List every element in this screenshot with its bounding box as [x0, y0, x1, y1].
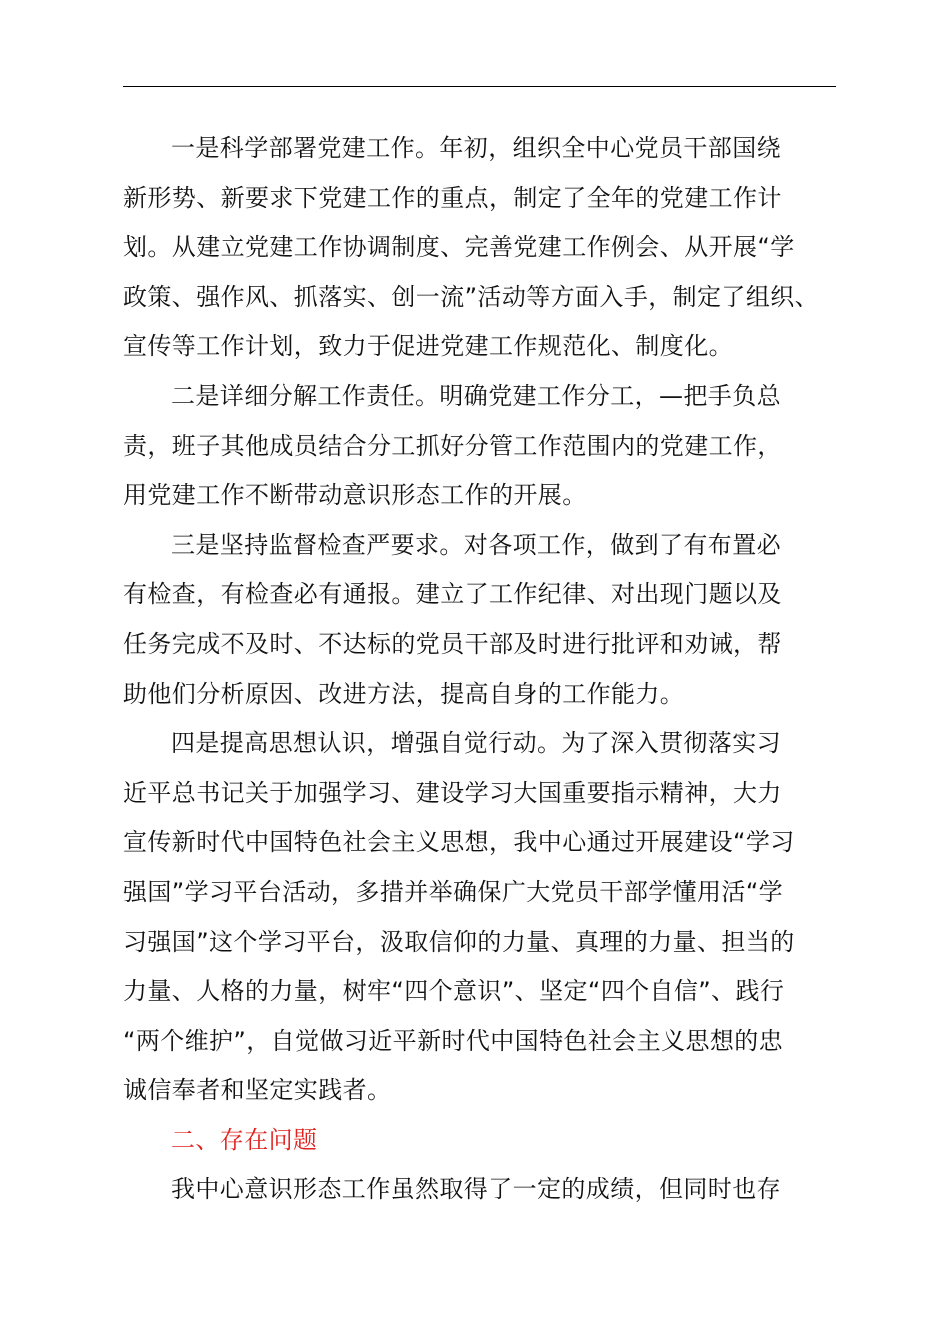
paragraph-line: 有检查，有检查必有通报。建立了工作纪律、对出现门题以及	[123, 580, 782, 609]
paragraph-line: 责，班子其他成员结合分工抓好分管工作范围内的党建工作，	[123, 431, 782, 460]
paragraph-4	[123, 719, 836, 1116]
paragraph-line: 近平总书记关于加强学习、建设学习大国重要指示精神，大力	[123, 778, 782, 807]
paragraph-line: 四是提高思想认识，增强自觉行动。为了深入贯彻落实习	[171, 729, 781, 758]
paragraph-line: 宣传等工作计划，致力于促进党建工作规范化、制度化。	[123, 332, 733, 361]
paragraph-1	[123, 124, 836, 372]
document-body	[123, 124, 836, 1215]
paragraph-line: 二是详细分解工作责任。明确党建工作分工，—把手负总	[171, 381, 781, 410]
paragraph-line: “两个维护”，自觉做习近平新时代中国特色社会主义思想的忠	[123, 1026, 784, 1055]
paragraph-line: 政策、强作风、抓落实、创一流”活动等方面入手，制定了组织、	[123, 282, 820, 311]
paragraph-line: 我中心意识形态工作虽然取得了一定的成绩，但同时也存	[171, 1175, 781, 1204]
header-rule	[123, 86, 836, 87]
paragraph-5	[123, 1165, 836, 1215]
paragraph-line: 用党建工作不断带动意识形态工作的开展。	[123, 481, 587, 510]
paragraph-line: 强国”学习平台活动，多措并举确保广大党员干部学懂用活“学	[123, 877, 784, 906]
paragraph-line: 习强国”这个学习平台，汲取信仰的力量、真理的力量、担当的	[123, 927, 795, 956]
paragraph-line: 宣传新时代中国特色社会主义思想，我中心通过开展建设“学习	[123, 828, 795, 857]
paragraph-line: 助他们分析原因、改进方法，提高自身的工作能力。	[123, 679, 685, 708]
section-heading: 二、存在问题	[171, 1125, 318, 1154]
paragraph-line: 三是坚持监督检查严要求。对各项工作，做到了有布置必	[171, 530, 781, 559]
paragraph-line: 力量、人格的力量，树牢“四个意识”、坚定“四个自信”、践行	[123, 977, 785, 1006]
paragraph-3	[123, 521, 836, 719]
paragraph-line: 划。从建立党建工作协调制度、完善党建工作例会、从开展“学	[123, 233, 795, 262]
paragraph-line: 一是科学部署党建工作。年初，组织全中心党员干部国绕	[171, 134, 781, 162]
paragraph-line: 新形势、新要求下党建工作的重点，制定了全年的党建工作计	[123, 183, 782, 212]
paragraph-2	[123, 372, 836, 521]
paragraph-line: 任务完成不及时、不达标的党员干部及时进行批评和劝诫，帮	[123, 629, 782, 658]
paragraph-line: 诚信奉者和坚定实践者。	[123, 1076, 392, 1105]
